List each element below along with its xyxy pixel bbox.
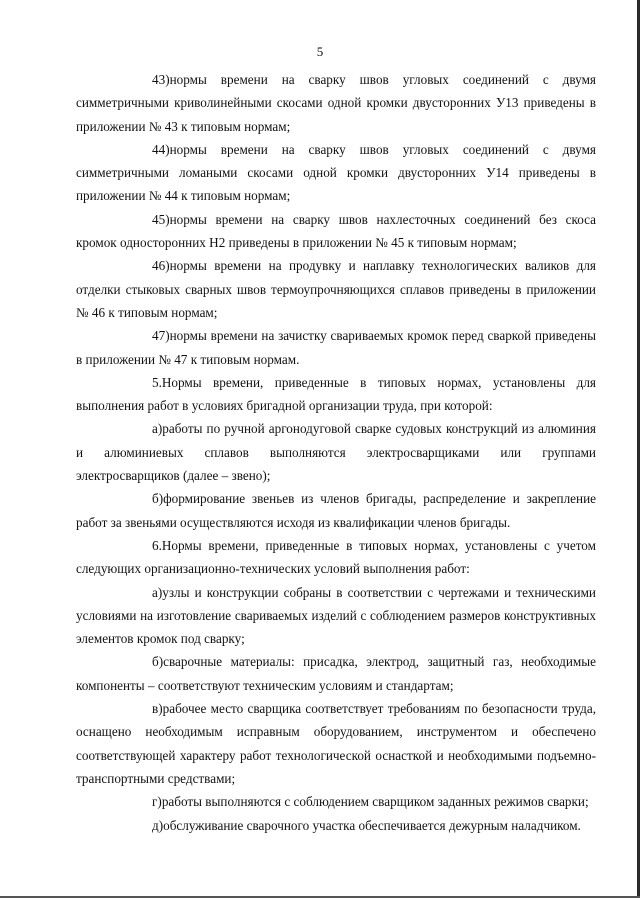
paragraph-text: узлы и конструкции собраны в соответствии с чертежами и техническими условиями на изготовление свариваемых изделий с соблюдением размеров конструктивных элементов кромок под сварку; bbox=[76, 584, 596, 647]
paragraph-marker: 44) bbox=[152, 141, 170, 157]
paragraph-44 bbox=[76, 138, 596, 208]
section-6-item-g bbox=[76, 790, 596, 813]
section-5 bbox=[76, 371, 596, 418]
paragraph-text: формирование звеньев из членов бригады, распределение и закрепление работ за звеньями осуществляются исходя из квалификации членов бригады. bbox=[76, 491, 596, 530]
paragraph-text: сварочные материалы: присадка, электрод, защитный газ, необходимые компоненты – соответствуют техническим условиям и стандартам; bbox=[76, 654, 596, 693]
section-6-item-b bbox=[76, 650, 596, 697]
paragraph-text: рабочее место сварщика соответствует требованиям по безопасности труда, оснащено необходимым исправным оборудованием, инструментом и обеспечено соответствующей характеру работ технологической оснасткой и необходимыми подъемно-транспортными средствами; bbox=[76, 701, 596, 786]
paragraph-marker: в) bbox=[152, 701, 163, 717]
paragraph-marker: а) bbox=[152, 584, 163, 600]
paragraph-marker: 5. bbox=[152, 374, 162, 390]
paragraph-text: нормы времени на сварку швов угловых соединений с двумя симметричными криволинейными скосами одной кромки двусторонних У13 приведены в приложении № 43 к типовым нормам; bbox=[76, 72, 596, 134]
paragraph-marker: 46) bbox=[152, 258, 170, 274]
paragraph-text: работы выполняются с соблюдением сварщиком заданных режимов сварки; bbox=[161, 794, 589, 810]
paragraph-marker: б) bbox=[152, 491, 164, 507]
paragraph-marker: 47) bbox=[152, 328, 170, 344]
paragraph-text: работы по ручной аргонодуговой сварке судовых конструкций из алюминия и алюминиевых сплавов выполняются электросварщиками или группами электросварщиков (далее – звено); bbox=[76, 421, 596, 484]
paragraph-marker: а) bbox=[152, 421, 163, 437]
paragraph-46 bbox=[76, 254, 596, 324]
paragraph-text: обслуживание сварочного участка обеспечивается дежурным наладчиком. bbox=[163, 817, 581, 833]
paragraph-45 bbox=[76, 208, 596, 255]
section-5-item-b bbox=[76, 487, 596, 534]
paragraph-marker: 43) bbox=[152, 72, 170, 87]
paragraph-text: нормы времени на зачистку свариваемых кромок перед сваркой приведены в приложении № 47 к типовым нормам. bbox=[76, 328, 596, 367]
paragraph-text: нормы времени на сварку швов нахлесточных соединений без скоса кромок односторонних Н2 приведены в приложении № 45 к типовым нормам; bbox=[76, 211, 596, 251]
paragraph-text: нормы времени на продувку и наплавку технологических валиков для отделки стыковых сварных швов термоупрочняющихся сплавов приведены в приложении № 46 к типовым нормам; bbox=[76, 258, 596, 320]
paragraph-text: нормы времени на сварку швов угловых соединений с двумя симметричными ломаными скосами одной кромки двусторонних У14 приведены в приложении № 44 к типовым нормам; bbox=[76, 141, 596, 204]
paragraph-text: Нормы времени, приведенные в типовых нормах, установлены для выполнения работ в условиях бригадной организации труда, при которой: bbox=[76, 374, 596, 414]
paragraph-47 bbox=[76, 324, 596, 371]
document-body bbox=[76, 68, 596, 837]
paragraph-marker: 45) bbox=[152, 211, 170, 227]
section-6-item-a bbox=[76, 581, 596, 651]
section-6 bbox=[76, 534, 596, 581]
paragraph-marker: 6. bbox=[152, 537, 162, 553]
paragraph-marker: д) bbox=[152, 817, 164, 833]
section-6-item-v bbox=[76, 697, 596, 790]
paragraph-text: Нормы времени, приведенные в типовых нормах, установлены с учетом следующих организационно-технических условий выполнения работ: bbox=[76, 537, 596, 577]
section-6-item-d bbox=[76, 814, 596, 837]
paragraph-marker: г) bbox=[152, 794, 162, 810]
section-5-item-a bbox=[76, 417, 596, 487]
page-number: 5 bbox=[316, 44, 324, 59]
paragraph-43 bbox=[76, 68, 596, 138]
paragraph-marker: б) bbox=[152, 654, 164, 670]
